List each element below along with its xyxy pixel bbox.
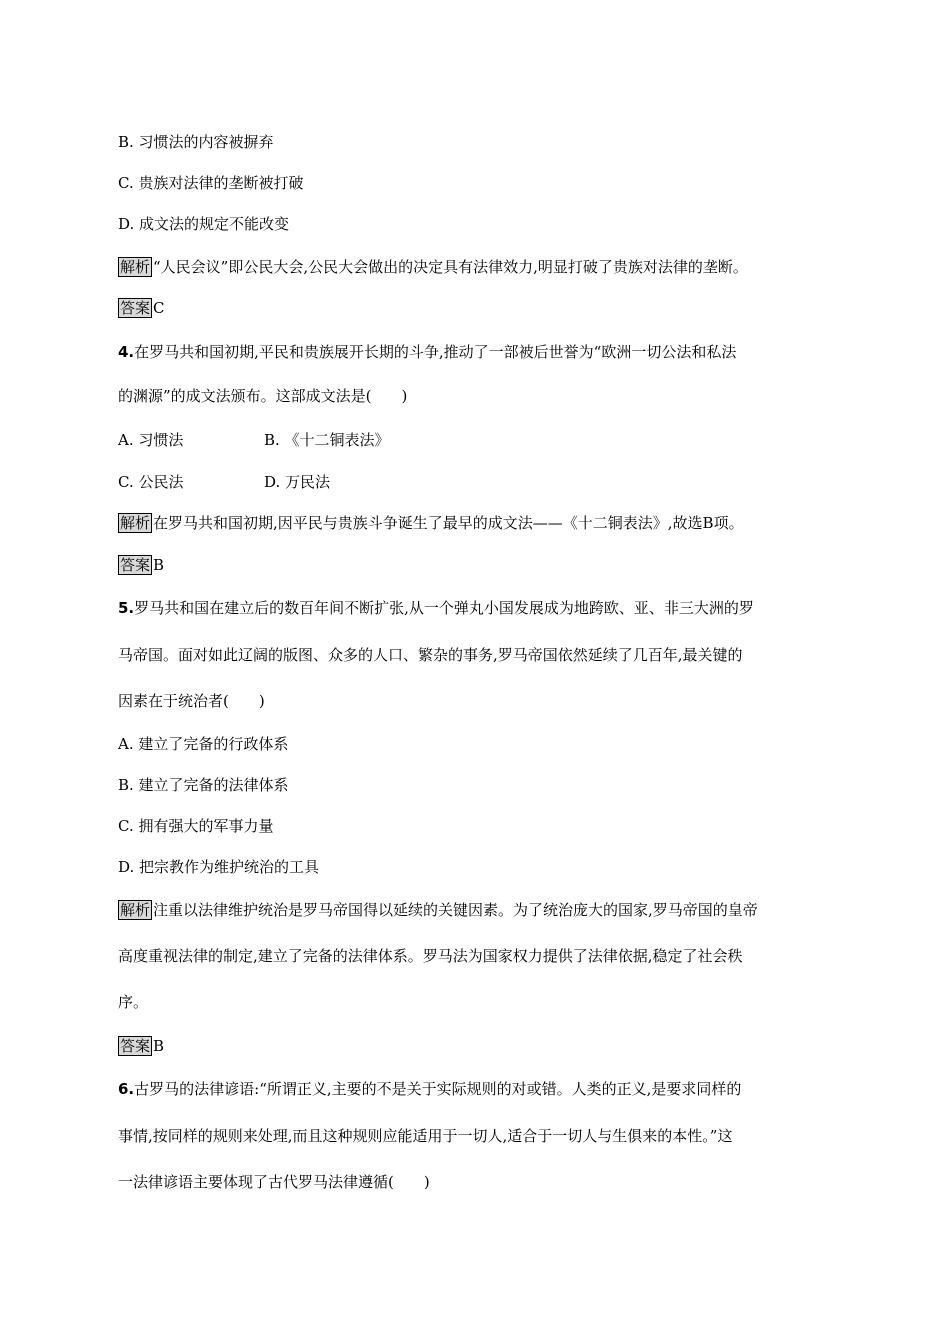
q6-stem-line-3: 一法律谚语主要体现了古代罗马法律遵循( ) — [118, 1173, 430, 1191]
q3-option-d: D. 成文法的规定不能改变 — [118, 215, 290, 233]
question-number: 6. — [118, 1080, 135, 1098]
q4-stem-line-2: 的渊源”的成文法颁布。这部成文法是( ) — [118, 387, 408, 405]
q3-analysis — [118, 257, 748, 277]
q3-option-c: C. 贵族对法律的垄断被打破 — [118, 174, 304, 192]
q4-stem-line-1 — [118, 342, 736, 362]
q4-analysis — [118, 513, 744, 533]
answer-value: B — [153, 1037, 165, 1055]
q5-option-c: C. 拥有强大的军事力量 — [118, 817, 274, 835]
q4-option-b: B. 《十二铜表法》 — [264, 431, 390, 449]
answer-tag: 答案 — [120, 1037, 151, 1055]
analysis-tag: 解析 — [120, 901, 151, 919]
q5-answer — [118, 1036, 164, 1056]
q5-stem-line-1 — [118, 598, 754, 618]
stem-text: 古罗马的法律谚语:“所谓正义,主要的不是关于实际规则的对或错。人类的正义,是要求同样的 — [134, 1080, 742, 1098]
q5-stem-line-2: 马帝国。面对如此辽阔的版图、众多的人口、繁杂的事务,罗马帝国依然延续了几百年,最关键的 — [118, 646, 743, 664]
analysis-text: “人民会议”即公民大会,公民大会做出的决定具有法律效力,明显打破了贵族对法律的垄断。 — [153, 258, 748, 276]
analysis-text: 注重以法律维护统治是罗马帝国得以延续的关键因素。为了统治庞大的国家,罗马帝国的皇帝 — [153, 901, 758, 919]
answer-tag: 答案 — [120, 299, 151, 317]
stem-text: 在罗马共和国初期,平民和贵族展开长期的斗争,推动了一部被后世誉为“欧洲一切公法和私法 — [134, 343, 737, 361]
q5-stem-line-3: 因素在于统治者( ) — [118, 692, 265, 710]
analysis-tag: 解析 — [120, 514, 151, 532]
analysis-tag: 解析 — [120, 258, 151, 276]
analysis-text: 在罗马共和国初期,因平民与贵族斗争诞生了最早的成文法——《十二铜表法》,故选B项。 — [153, 514, 744, 532]
question-number: 5. — [118, 599, 135, 617]
q5-analysis-line-2: 高度重视法律的制定,建立了完备的法律体系。罗马法为国家权力提供了法律依据,稳定了社会秩 — [118, 947, 743, 965]
question-number: 4. — [118, 343, 135, 361]
q3-answer — [118, 298, 165, 318]
answer-tag: 答案 — [120, 556, 151, 574]
q4-answer — [118, 555, 164, 575]
q6-stem-line-1 — [118, 1079, 741, 1099]
q5-option-d: D. 把宗教作为维护统治的工具 — [118, 858, 320, 876]
stem-text: 罗马共和国在建立后的数百年间不断扩张,从一个弹丸小国发展成为地跨欧、亚、非三大洲的罗 — [134, 599, 754, 617]
q4-option-a: A. 习惯法 — [118, 431, 184, 449]
answer-value: B — [153, 556, 165, 574]
q6-stem-line-2: 事情,按同样的规则来处理,而且这种规则应能适用于一切人,适合于一切人与生俱来的本性。”这 — [118, 1127, 733, 1145]
q5-option-b: B. 建立了完备的法律体系 — [118, 776, 289, 794]
q4-option-d: D. 万民法 — [264, 473, 331, 491]
q3-option-b: B. 习惯法的内容被摒弃 — [118, 133, 274, 151]
q5-option-a: A. 建立了完备的行政体系 — [118, 735, 289, 753]
q4-option-c: C. 公民法 — [118, 473, 184, 491]
q5-analysis-line-3: 序。 — [118, 993, 149, 1011]
answer-value: C — [153, 299, 165, 317]
q5-analysis-line-1 — [118, 900, 758, 920]
